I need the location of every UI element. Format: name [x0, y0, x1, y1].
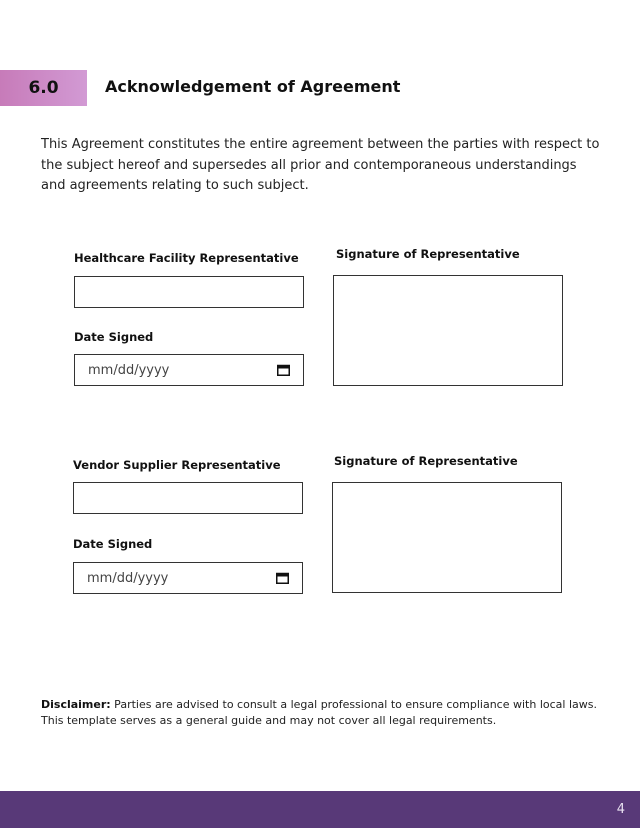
healthcare-signature-box[interactable] — [333, 275, 563, 386]
healthcare-date-placeholder: mm/dd/yyyy — [88, 362, 170, 378]
healthcare-date-input[interactable] — [74, 354, 304, 386]
healthcare-rep-input[interactable] — [74, 276, 304, 308]
calendar-icon[interactable] — [277, 364, 290, 376]
disclaimer-text: Parties are advised to consult a legal professional to ensure compliance with local laws. This template serves as a general guide and may not cover all legal requirements. — [41, 698, 597, 727]
disclaimer-label: Disclaimer: — [41, 698, 111, 711]
healthcare-date-label: Date Signed — [74, 330, 154, 344]
disclaimer — [41, 697, 616, 729]
healthcare-rep-label: Healthcare Facility Representative — [74, 251, 299, 265]
page-number: 4 — [616, 802, 625, 817]
section-number-badge — [0, 70, 87, 106]
vendor-rep-input[interactable] — [73, 482, 303, 514]
agreement-intro-paragraph: This Agreement constitutes the entire agreement between the parties with respect to the subject hereof and supersedes all prior and contemporaneous understandings and agreements relating to such subject. — [41, 137, 600, 193]
section-title: Acknowledgement of Agreement — [105, 77, 401, 96]
vendor-rep-label: Vendor Supplier Representative — [73, 458, 281, 472]
vendor-signature-label: Signature of Representative — [334, 454, 518, 468]
vendor-date-input[interactable] — [73, 562, 303, 594]
vendor-date-label: Date Signed — [73, 537, 153, 551]
section-number: 6.0 — [28, 78, 59, 98]
page-footer — [0, 791, 640, 828]
healthcare-signature-label: Signature of Representative — [336, 247, 520, 261]
vendor-date-placeholder: mm/dd/yyyy — [87, 570, 169, 586]
calendar-icon[interactable] — [276, 572, 289, 584]
vendor-signature-box[interactable] — [332, 482, 562, 593]
